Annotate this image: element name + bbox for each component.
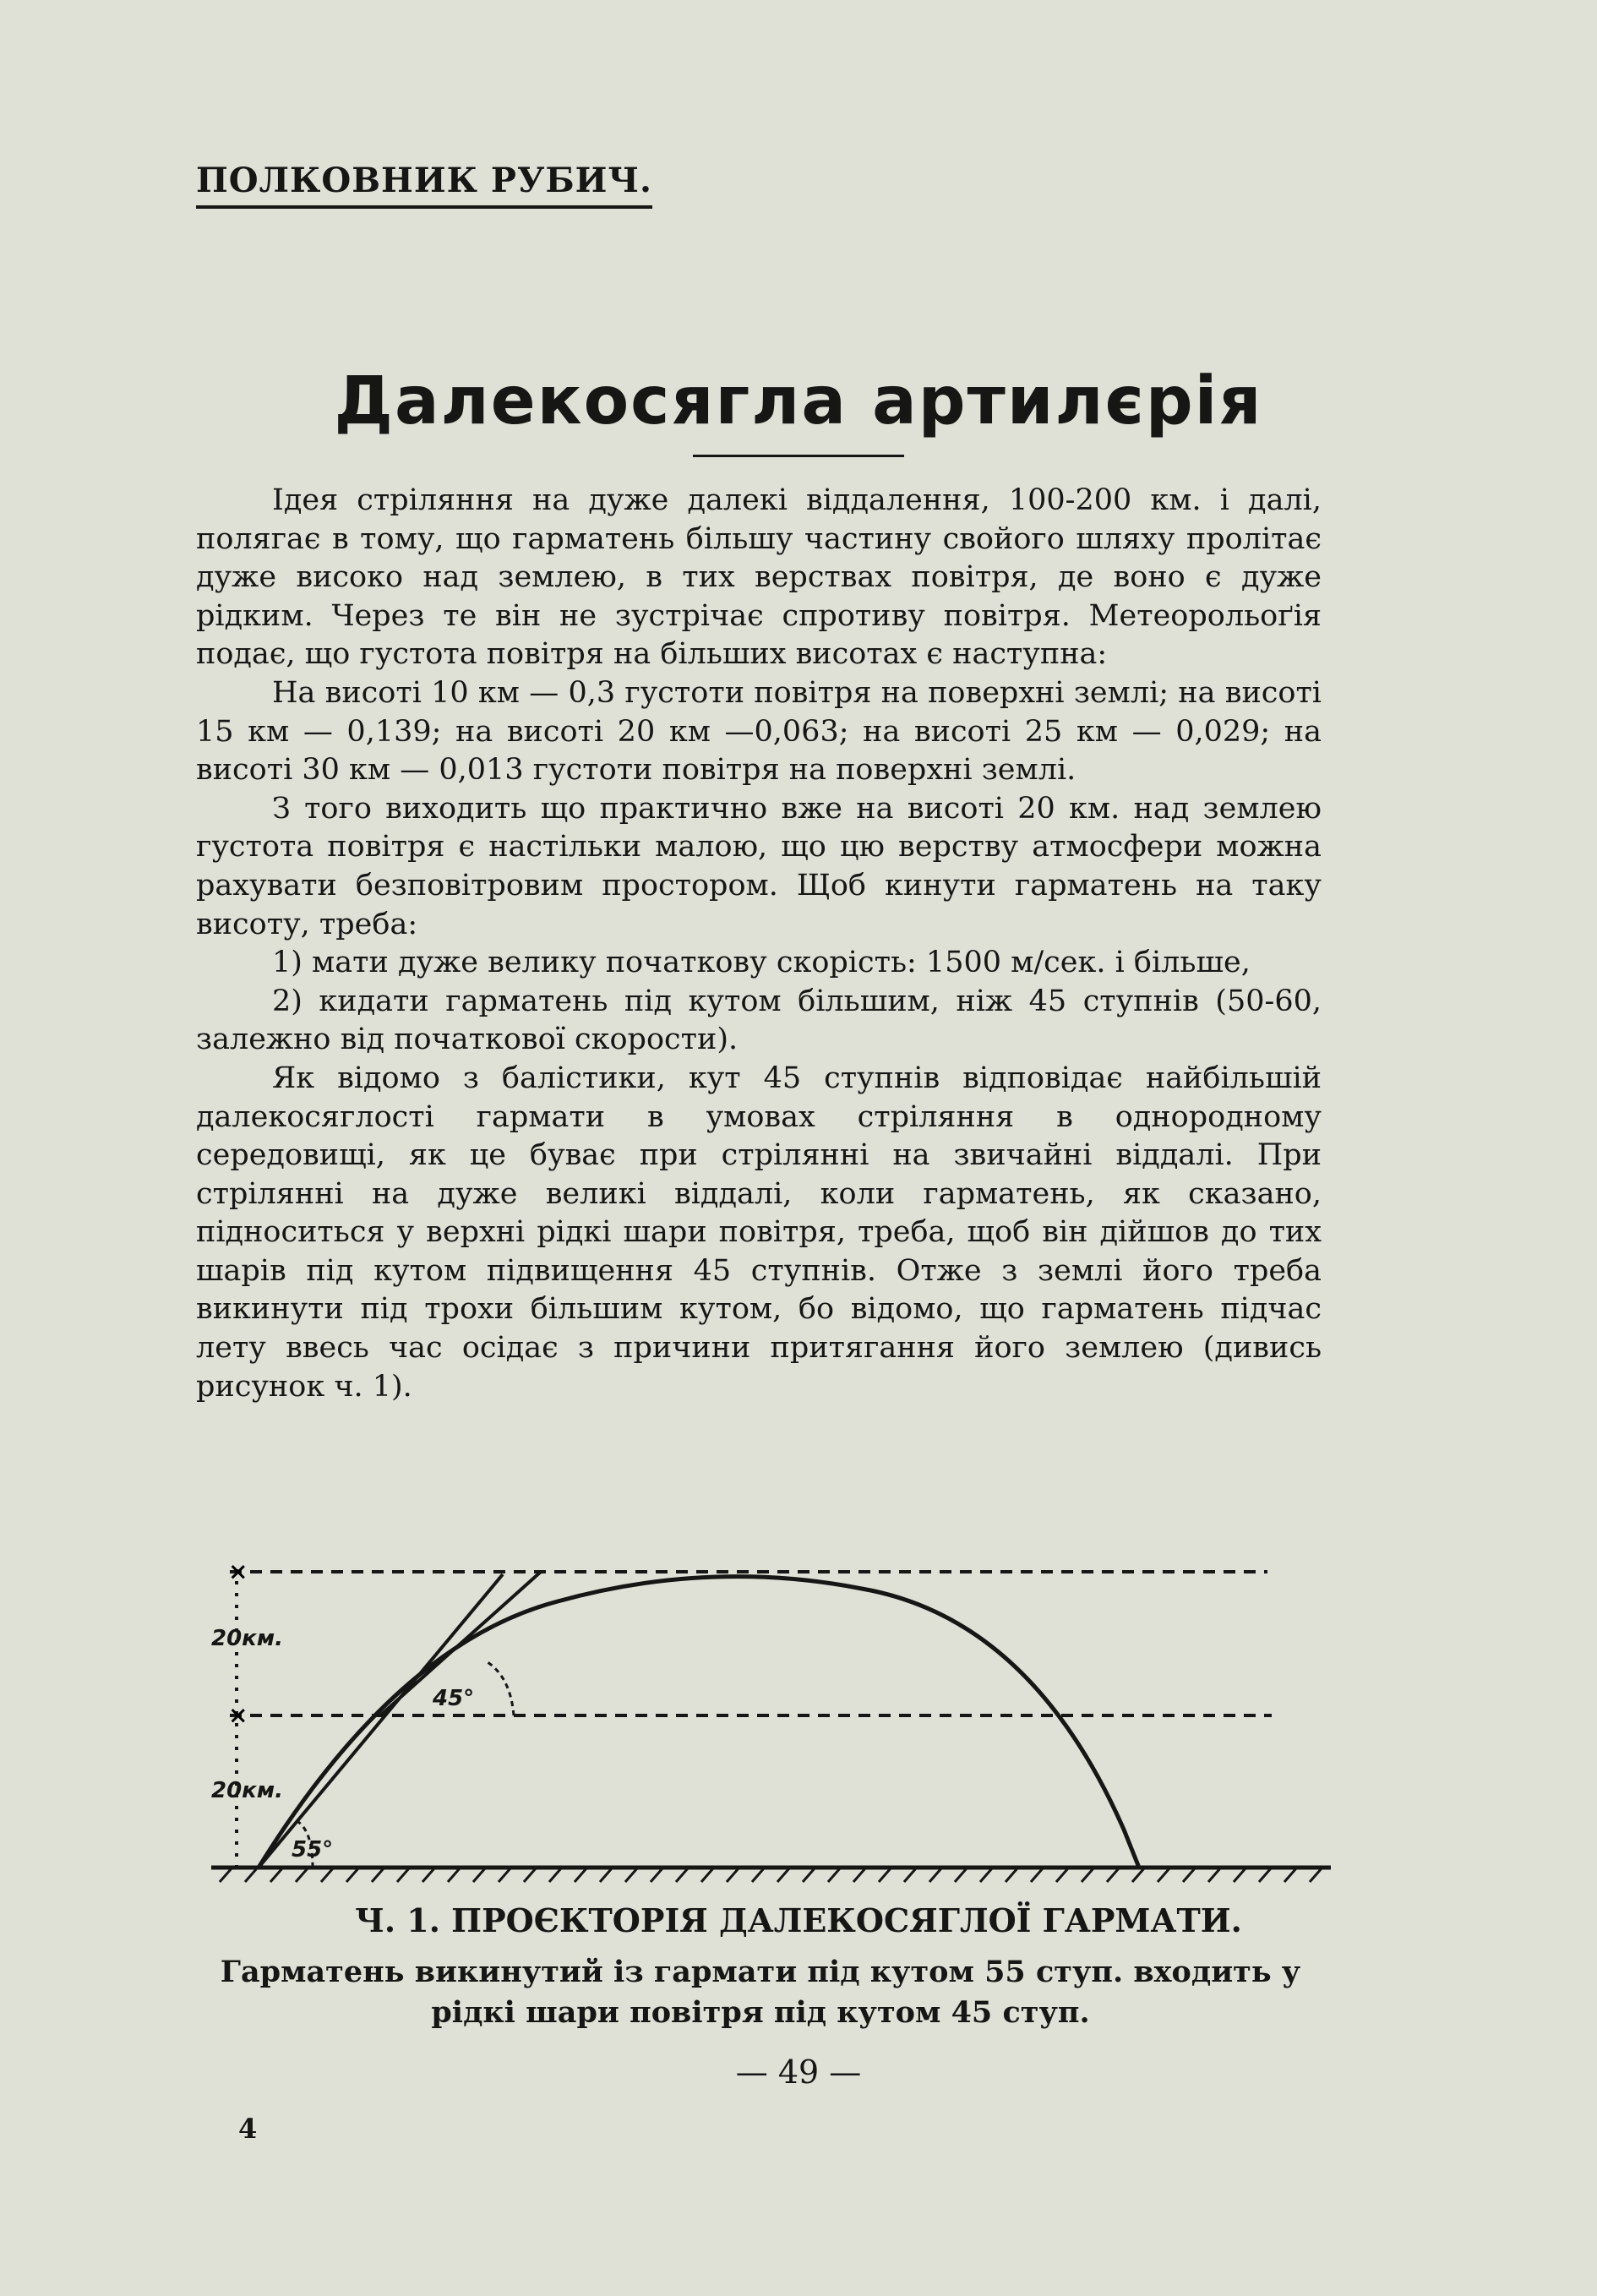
article-title: Далекосягла артилєрія — [334, 363, 1263, 439]
paragraph-conclusion: З того виходить що практично вже на висоті 20 км. над землею густота повітря є настільки малою, що цю верству атмосфери можна рахувати безповітровим простором. Щоб кинути гарматень на таку висоту, треба: — [196, 791, 1322, 941]
angle-label-45: 45° — [433, 1686, 475, 1711]
angle-label-55: 55° — [292, 1837, 334, 1862]
trajectory-curve — [259, 1577, 1139, 1868]
running-head: ПОЛКОВНИК РУБИЧ. — [196, 161, 652, 209]
paragraph-density: На висоті 10 км — 0,3 густоти повітря на поверхні землі; на висоті 15 км — 0,139; на висоті 20 км —0,063; на висоті 25 км — 0,029; на висоті 30 км — 0,013 густоти повітря на поверхні землі. — [196, 675, 1322, 788]
list-item-angle: 2) кидати гарматень під кутом більшим, ніж 45 ступнів (50-60, залежно від початкової скорости). — [196, 984, 1322, 1057]
paragraph-intro: Ідея стріляння на дуже далекі віддалення, 100-200 км. і далі, полягає в тому, що гарматень більшу частину свойого шляху пролітає дуже високо над землею, в тих верствах повітря, де воно є дуже рідким. Через те він не зустрічає спротиву повітря. Метеорольоґія подає, що густота повітря на більших висотах є наступна: — [196, 483, 1322, 672]
page-number: — 49 — — [735, 2053, 862, 2091]
list-item-velocity: 1) мати дуже велику початкову скорість: 1500 м/сек. і більше, — [272, 946, 1251, 980]
figure-caption-title: Ч. 1. ПРОЄКТОРІЯ ДАЛЕКОСЯГЛОЇ ГАРМАТИ. — [355, 1901, 1242, 1939]
axis-tick-top: × — [228, 1557, 248, 1585]
article-body — [196, 482, 1322, 1406]
altitude-label-upper: 20км. — [211, 1626, 283, 1651]
figure-caption-text: Гарматень викинутий із гармати під кутом 55 ступ. входить у рідкі шари повітря під кутом 45 ступ. — [220, 1955, 1301, 2030]
ground-hatching — [220, 1868, 1322, 1882]
signature-mark: 4 — [238, 2113, 258, 2145]
paragraph-ballistics: Як відомо з балістики, кут 45 ступнів відповідає найбільшій далекосяглості гармати в умовах стріляння в однородному середовищі, як це буває при стрілянні на звичайні віддалі. При стрілянні на дуже великі віддалі, коли гарматень, як сказано, підноситься у верхні рідкі шари повітря, треба, щоб він дійшов до тих шарів під кутом підвищення 45 ступнів. Отже з землі його треба викинути під трохи більшим кутом, бо відомо, що гарматень підчас лету ввесь час осідає з причини притягання його землею (дивись рисунок ч. 1). — [196, 1061, 1322, 1404]
trajectory-figure — [186, 1551, 1352, 1884]
angle-arc-45 — [485, 1661, 514, 1715]
axis-tick-middle: × — [228, 1701, 248, 1729]
title-rule — [693, 455, 904, 457]
launch-angle-line — [259, 1574, 503, 1868]
altitude-label-lower: 20км. — [211, 1778, 283, 1803]
